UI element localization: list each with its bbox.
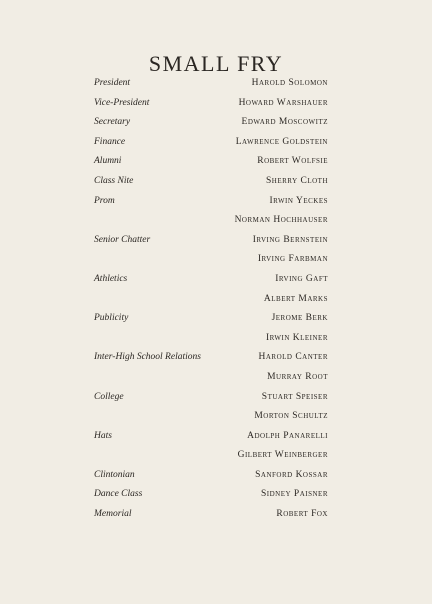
role-label: Dance Class xyxy=(94,489,143,500)
role-label: Senior Chatter xyxy=(94,234,151,245)
roster-row xyxy=(0,467,432,487)
officer-roster xyxy=(0,75,432,526)
member-name: Irving Gaft xyxy=(275,273,328,284)
roster-row xyxy=(0,271,432,291)
roster-row xyxy=(0,212,432,232)
roster-row xyxy=(0,173,432,193)
roster-row xyxy=(0,330,432,350)
roster-row xyxy=(0,389,432,409)
roster-row xyxy=(0,408,432,428)
member-name: Norman Hochhauser xyxy=(234,215,328,226)
member-name: Irwin Yeckes xyxy=(269,195,328,206)
role-label: Vice-President xyxy=(94,97,150,108)
member-name: Adolph Panarelli xyxy=(247,430,328,441)
role-label: Class Nite xyxy=(94,175,134,186)
member-name: Howard Warshauer xyxy=(238,97,328,108)
role-label: President xyxy=(94,78,131,88)
role-label: College xyxy=(94,391,124,402)
roster-row xyxy=(0,114,432,134)
roster-row xyxy=(0,193,432,213)
member-name: Irwin Kleiner xyxy=(265,332,328,343)
roster-row xyxy=(0,506,432,526)
roster-row xyxy=(0,486,432,506)
member-name: Gilbert Weinberger xyxy=(237,450,328,461)
member-name: Sanford Kossar xyxy=(255,469,328,480)
role-label: Prom xyxy=(94,195,115,206)
roster-row xyxy=(0,310,432,330)
page-title: SMALL FRY xyxy=(148,50,284,76)
member-name: Edward Moscowitz xyxy=(241,117,328,128)
roster-row xyxy=(0,428,432,448)
member-name: Irving Farbman xyxy=(257,254,328,265)
roster-row xyxy=(0,232,432,252)
role-label: Inter-High School Relations xyxy=(94,352,201,363)
member-name: Albert Marks xyxy=(263,293,328,304)
roster-row xyxy=(0,75,432,95)
roster-row xyxy=(0,134,432,154)
role-label: Athletics xyxy=(94,273,128,284)
role-label: Clintonian xyxy=(94,469,135,480)
member-name: Murray Root xyxy=(267,371,328,382)
role-label: Publicity xyxy=(94,313,129,324)
member-name: Irving Bernstein xyxy=(252,234,328,245)
roster-row xyxy=(0,95,432,115)
role-label: Secretary xyxy=(94,117,131,128)
role-label: Hats xyxy=(94,430,112,441)
roster-row xyxy=(0,291,432,311)
member-name: Harold Solomon xyxy=(251,78,328,88)
roster-row xyxy=(0,447,432,467)
member-name: Morton Schultz xyxy=(254,411,328,422)
member-name: Harold Canter xyxy=(258,352,328,363)
roster-row xyxy=(0,251,432,271)
role-label: Finance xyxy=(94,136,126,147)
member-name: Lawrence Goldstein xyxy=(235,136,328,147)
member-name: Stuart Speiser xyxy=(261,391,328,402)
role-label: Memorial xyxy=(94,509,132,520)
roster-row xyxy=(0,153,432,173)
roster-row xyxy=(0,349,432,369)
member-name: Robert Fox xyxy=(276,509,328,520)
roster-row xyxy=(0,369,432,389)
member-name: Sherry Cloth xyxy=(266,175,328,186)
role-label: Alumni xyxy=(94,156,122,167)
member-name: Jerome Berk xyxy=(271,313,328,324)
member-name: Sidney Paisner xyxy=(261,489,328,500)
member-name: Robert Wolfsie xyxy=(257,156,328,167)
